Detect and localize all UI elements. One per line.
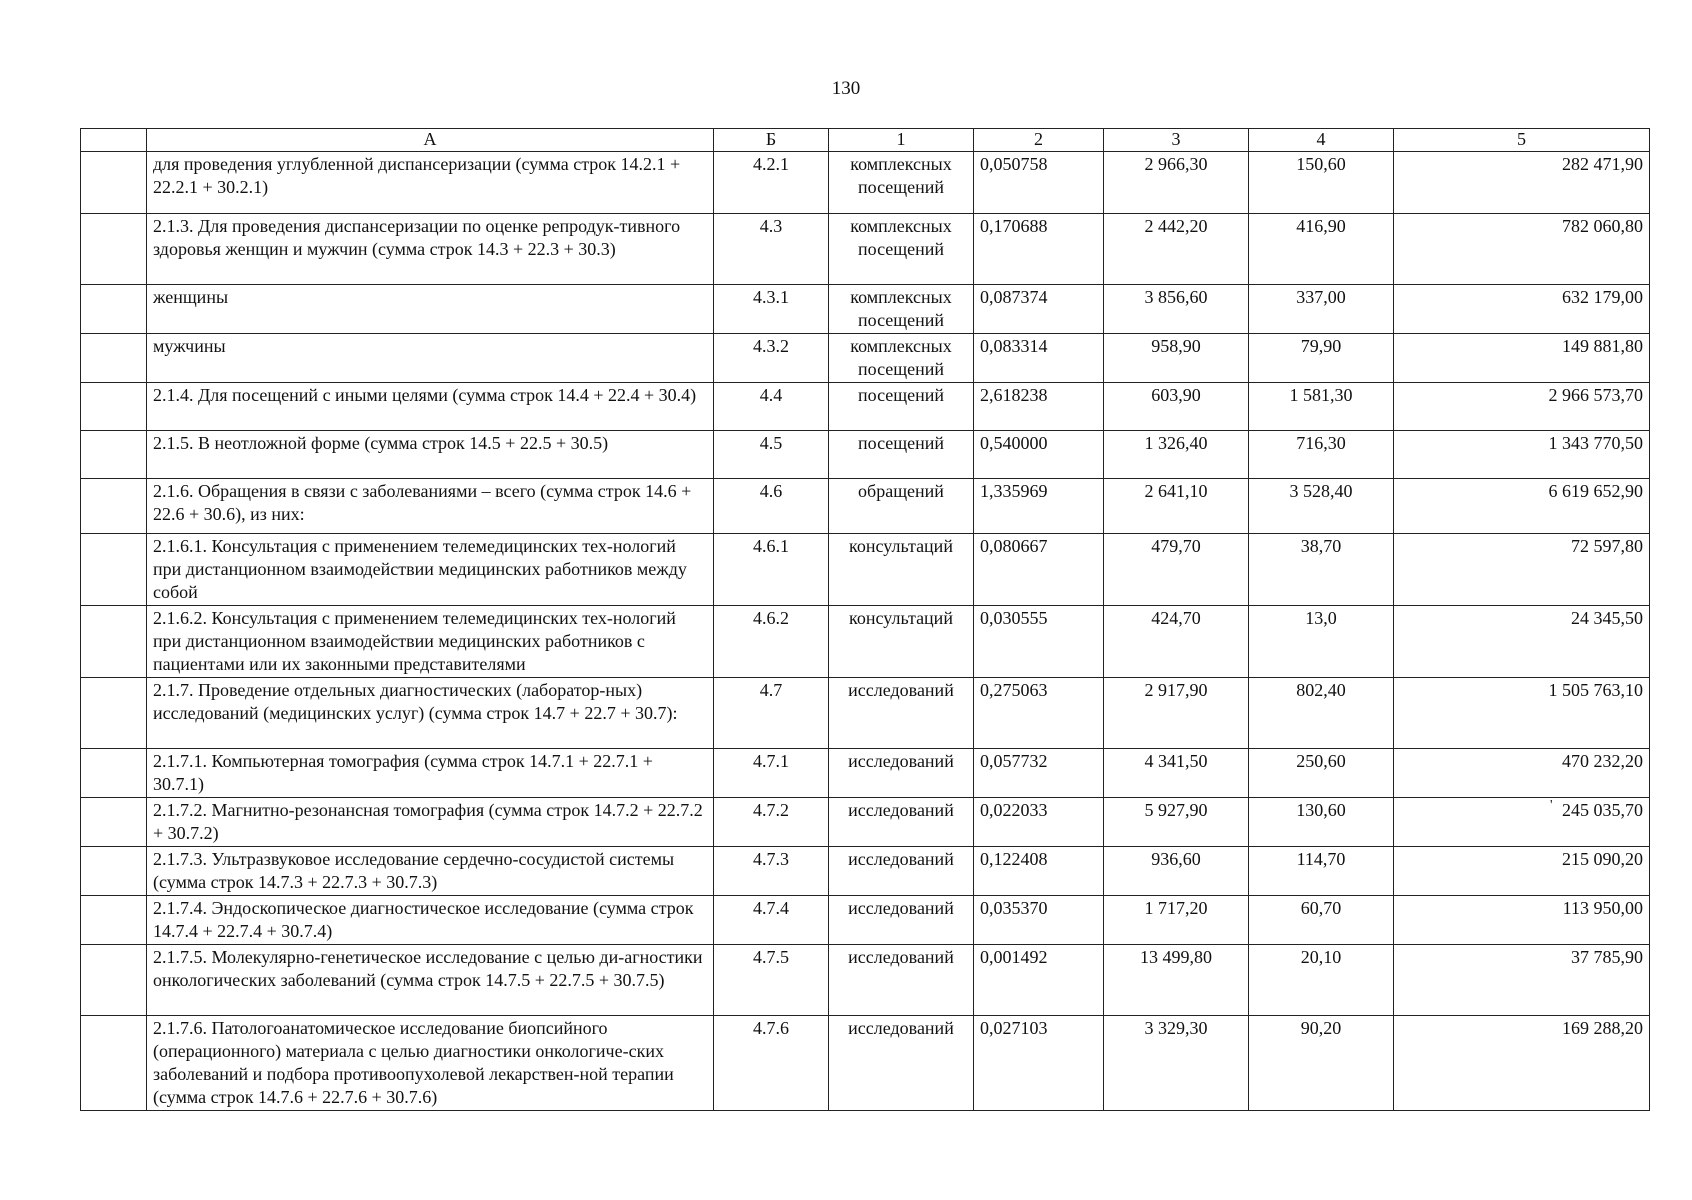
row-value-2: 1,335969 xyxy=(974,479,1104,534)
row-value-5: 215 090,20 xyxy=(1394,847,1650,896)
blank-cell xyxy=(81,383,147,431)
row-value-3: 3 329,30 xyxy=(1104,1016,1249,1111)
row-code: 4.6.2 xyxy=(714,606,829,678)
row-code: 4.7 xyxy=(714,678,829,749)
row-code: 4.6.1 xyxy=(714,534,829,606)
row-name: 2.1.7.3. Ультразвуковое исследование сердечно-сосудистой системы (сумма строк 14.7.3 + 22.7.3 + 30.7.3) xyxy=(147,847,714,896)
row-unit: исследований xyxy=(829,798,974,847)
row-unit: исследований xyxy=(829,945,974,1016)
blank-cell xyxy=(81,749,147,798)
row-unit: комплексных посещений xyxy=(829,285,974,334)
row-value-5: 2 966 573,70 xyxy=(1394,383,1650,431)
row-name: 2.1.4. Для посещений с иными целями (сумма строк 14.4 + 22.4 + 30.4) xyxy=(147,383,714,431)
row-value-3: 1 717,20 xyxy=(1104,896,1249,945)
row-value-3: 2 641,10 xyxy=(1104,479,1249,534)
row-value-5: 470 232,20 xyxy=(1394,749,1650,798)
table-row xyxy=(81,847,1650,896)
row-value-3: 2 966,30 xyxy=(1104,152,1249,214)
row-value-2: 2,618238 xyxy=(974,383,1104,431)
blank-cell xyxy=(81,798,147,847)
row-name: 2.1.7. Проведение отдельных диагностических (лаборатор-ных) исследований (медицинских услуг) (сумма строк 14.7 + 22.7 + 30.7): xyxy=(147,678,714,749)
row-unit: исследований xyxy=(829,678,974,749)
blank-cell xyxy=(81,479,147,534)
table-row xyxy=(81,334,1650,383)
row-value-2: 0,027103 xyxy=(974,1016,1104,1111)
row-value-3: 424,70 xyxy=(1104,606,1249,678)
blank-cell xyxy=(81,847,147,896)
table-row xyxy=(81,896,1650,945)
blank-cell xyxy=(81,285,147,334)
row-value-2: 0,083314 xyxy=(974,334,1104,383)
row-name: 2.1.5. В неотложной форме (сумма строк 14.5 + 22.5 + 30.5) xyxy=(147,431,714,479)
header-col-3: 3 xyxy=(1104,129,1249,152)
row-unit: консультаций xyxy=(829,534,974,606)
table-row xyxy=(81,798,1650,847)
row-value-5: 1 505 763,10 xyxy=(1394,678,1650,749)
header-col-1: 1 xyxy=(829,129,974,152)
row-code: 4.7.6 xyxy=(714,1016,829,1111)
row-value-4: 416,90 xyxy=(1249,214,1394,285)
row-value-2: 0,080667 xyxy=(974,534,1104,606)
row-name: 2.1.6.2. Консультация с применением телемедицинских тех-нологий при дистанционном взаимодействии медицинских работников с пациентами или их законными представителями xyxy=(147,606,714,678)
row-value-2: 0,022033 xyxy=(974,798,1104,847)
tariff-table xyxy=(80,128,1650,1111)
row-value-2: 0,050758 xyxy=(974,152,1104,214)
row-value-4: 60,70 xyxy=(1249,896,1394,945)
table-row xyxy=(81,383,1650,431)
row-unit: обращений xyxy=(829,479,974,534)
row-value-4: 38,70 xyxy=(1249,534,1394,606)
header-row xyxy=(81,129,1650,152)
page-number: 130 xyxy=(831,78,861,99)
row-name: 2.1.7.2. Магнитно-резонансная томография (сумма строк 14.7.2 + 22.7.2 + 30.7.2) xyxy=(147,798,714,847)
row-value-2: 0,035370 xyxy=(974,896,1104,945)
row-value-5: 169 288,20 xyxy=(1394,1016,1650,1111)
row-value-5: 6 619 652,90 xyxy=(1394,479,1650,534)
row-code: 4.7.4 xyxy=(714,896,829,945)
header-col-b: Б xyxy=(714,129,829,152)
row-value-4: 130,60 xyxy=(1249,798,1394,847)
row-unit: исследований xyxy=(829,749,974,798)
row-value-3: 4 341,50 xyxy=(1104,749,1249,798)
blank-cell xyxy=(81,1016,147,1111)
row-value-4: 3 528,40 xyxy=(1249,479,1394,534)
blank-cell xyxy=(81,606,147,678)
row-value-4: 1 581,30 xyxy=(1249,383,1394,431)
row-value-4: 150,60 xyxy=(1249,152,1394,214)
row-value-5: 782 060,80 xyxy=(1394,214,1650,285)
row-value-4: 79,90 xyxy=(1249,334,1394,383)
row-value-3: 3 856,60 xyxy=(1104,285,1249,334)
blank-cell xyxy=(81,334,147,383)
row-value-3: 5 927,90 xyxy=(1104,798,1249,847)
row-name: мужчины xyxy=(147,334,714,383)
row-value-4: 13,0 xyxy=(1249,606,1394,678)
row-name: для проведения углубленной диспансеризации (сумма строк 14.2.1 + 22.2.1 + 30.2.1) xyxy=(147,152,714,214)
row-value-3: 2 917,90 xyxy=(1104,678,1249,749)
blank-cell xyxy=(81,896,147,945)
row-code: 4.2.1 xyxy=(714,152,829,214)
row-value-2: 0,057732 xyxy=(974,749,1104,798)
row-value-5: 37 785,90 xyxy=(1394,945,1650,1016)
table-row xyxy=(81,606,1650,678)
row-value-3: 2 442,20 xyxy=(1104,214,1249,285)
row-name: женщины xyxy=(147,285,714,334)
row-value-2: 0,170688 xyxy=(974,214,1104,285)
header-col-2: 2 xyxy=(974,129,1104,152)
row-value-3: 958,90 xyxy=(1104,334,1249,383)
row-code: 4.7.2 xyxy=(714,798,829,847)
row-value-3: 1 326,40 xyxy=(1104,431,1249,479)
row-value-4: 20,10 xyxy=(1249,945,1394,1016)
blank-cell xyxy=(81,534,147,606)
row-value-2: 0,030555 xyxy=(974,606,1104,678)
row-code: 4.7.1 xyxy=(714,749,829,798)
table-row xyxy=(81,945,1650,1016)
row-value-3: 936,60 xyxy=(1104,847,1249,896)
row-value-4: 114,70 xyxy=(1249,847,1394,896)
row-value-5: 113 950,00 xyxy=(1394,896,1650,945)
row-value-5: 72 597,80 xyxy=(1394,534,1650,606)
row-unit: исследований xyxy=(829,1016,974,1111)
row-value-5: 1 343 770,50 xyxy=(1394,431,1650,479)
table-row xyxy=(81,534,1650,606)
row-unit: комплексных посещений xyxy=(829,214,974,285)
table-row xyxy=(81,285,1650,334)
row-unit: комплексных посещений xyxy=(829,334,974,383)
row-code: 4.3.1 xyxy=(714,285,829,334)
row-value-4: 716,30 xyxy=(1249,431,1394,479)
header-blank xyxy=(81,129,147,152)
row-value-4: 337,00 xyxy=(1249,285,1394,334)
table-row xyxy=(81,479,1650,534)
blank-cell xyxy=(81,945,147,1016)
row-name: 2.1.7.4. Эндоскопическое диагностическое исследование (сумма строк 14.7.4 + 22.7.4 + 30.7.4) xyxy=(147,896,714,945)
row-code: 4.6 xyxy=(714,479,829,534)
row-value-2: 0,122408 xyxy=(974,847,1104,896)
row-code: 4.3.2 xyxy=(714,334,829,383)
header-col-5: 5 xyxy=(1394,129,1650,152)
row-value-3: 13 499,80 xyxy=(1104,945,1249,1016)
row-value-4: 90,20 xyxy=(1249,1016,1394,1111)
row-value-5 xyxy=(1394,798,1650,847)
row-name: 2.1.6. Обращения в связи с заболеваниями – всего (сумма строк 14.6 + 22.6 + 30.6), из них: xyxy=(147,479,714,534)
row-unit: посещений xyxy=(829,431,974,479)
row-name: 2.1.3. Для проведения диспансеризации по оценке репродук-тивного здоровья женщин и мужчин (сумма строк 14.3 + 22.3 + 30.3) xyxy=(147,214,714,285)
row-value-5: 149 881,80 xyxy=(1394,334,1650,383)
table-row xyxy=(81,214,1650,285)
row-name: 2.1.7.6. Патологоанатомическое исследование биопсийного (операционного) материала с целью диагностики онкологиче-ских заболеваний и подбора противоопухолевой лекарствен-ной терапии (сумма строк 14.7.6 + 22.7.6 + 30.7.6) xyxy=(147,1016,714,1111)
row-value-3: 479,70 xyxy=(1104,534,1249,606)
row-value-2: 0,087374 xyxy=(974,285,1104,334)
row-value-5: 632 179,00 xyxy=(1394,285,1650,334)
table-row xyxy=(81,749,1650,798)
row-value-4: 802,40 xyxy=(1249,678,1394,749)
row-value-5: 24 345,50 xyxy=(1394,606,1650,678)
row-code: 4.5 xyxy=(714,431,829,479)
table-row xyxy=(81,152,1650,214)
row-code: 4.7.5 xyxy=(714,945,829,1016)
row-unit: консультаций xyxy=(829,606,974,678)
row-code: 4.7.3 xyxy=(714,847,829,896)
row-name: 2.1.6.1. Консультация с применением телемедицинских тех-нологий при дистанционном взаимодействии медицинских работников между собой xyxy=(147,534,714,606)
header-col-a: А xyxy=(147,129,714,152)
row-unit: исследований xyxy=(829,896,974,945)
row-name: 2.1.7.5. Молекулярно-генетическое исследование с целью ди-агностики онкологических заболеваний (сумма строк 14.7.5 + 22.7.5 + 30.7.5) xyxy=(147,945,714,1016)
row-value-3: 603,90 xyxy=(1104,383,1249,431)
blank-cell xyxy=(81,431,147,479)
table-row xyxy=(81,678,1650,749)
table-row xyxy=(81,431,1650,479)
row-unit: исследований xyxy=(829,847,974,896)
header-col-4: 4 xyxy=(1249,129,1394,152)
table-row xyxy=(81,1016,1650,1111)
row-code: 4.3 xyxy=(714,214,829,285)
row-value-4: 250,60 xyxy=(1249,749,1394,798)
row-name: 2.1.7.1. Компьютерная томография (сумма строк 14.7.1 + 22.7.1 + 30.7.1) xyxy=(147,749,714,798)
row-value-2: 0,275063 xyxy=(974,678,1104,749)
blank-cell xyxy=(81,678,147,749)
row-value-2: 0,540000 xyxy=(974,431,1104,479)
row-unit: комплексных посещений xyxy=(829,152,974,214)
row-unit: посещений xyxy=(829,383,974,431)
row-code: 4.4 xyxy=(714,383,829,431)
row-value-5-text: ' 245 035,70 xyxy=(1562,800,1643,820)
row-value-5: 282 471,90 xyxy=(1394,152,1650,214)
row-value-2: 0,001492 xyxy=(974,945,1104,1016)
blank-cell xyxy=(81,152,147,214)
blank-cell xyxy=(81,214,147,285)
